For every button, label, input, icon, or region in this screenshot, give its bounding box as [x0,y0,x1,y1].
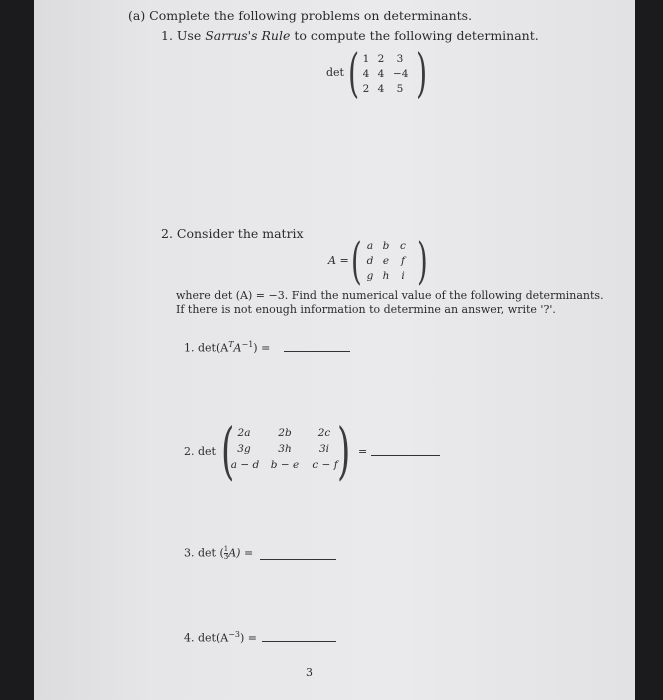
matrix-cell: i [401,270,405,282]
answer-blank-1[interactable] [284,351,350,352]
matrix-cell: e [382,255,390,267]
subproblem-1 [184,340,270,355]
matrix-cell: c − f [312,459,338,471]
matrix-right-paren: ) [416,44,428,104]
matrix-cell: −4 [393,68,409,80]
matrix-cell: d [366,255,374,267]
sub2-right-paren: ) [337,414,351,487]
problem-1-prefix: 1. Use [161,28,206,43]
matrix-cell: 4 [377,83,385,95]
matrix-cell: 4 [362,68,370,80]
matrix-cell: f [401,255,405,267]
sub1-inverse: −1 [241,340,254,349]
matrix-cell: 3g [237,443,251,455]
matrix-a-left-paren: ( [351,232,362,290]
worksheet-page [34,0,635,700]
matrix-cell: 3 [396,53,404,65]
matrix-cell: h [382,270,390,282]
matrix-cell: g [366,270,374,282]
answer-blank-2[interactable] [371,455,440,456]
matrix-cell: 2a [237,427,251,439]
sub1-transpose: T [228,340,234,349]
sub2-left-paren: ( [221,414,235,487]
matrix-cell: 2 [377,53,385,65]
matrix-cell: 5 [396,83,404,95]
sub4-equals: ) = [240,631,258,645]
given-condition: where det (A) = −3. Find the numerical value of the following determinants. [176,289,604,302]
subproblem-3 [184,546,253,561]
matrix-a-right-paren: ) [417,232,428,290]
instruction-note: If there is not enough information to determine an answer, write '?'. [176,303,556,316]
det-label: det [326,66,344,79]
matrix-cell: a − d [230,459,260,471]
matrix-cell: 2 [362,83,370,95]
matrix-cell: b − e [270,459,300,471]
problem-2-intro: 2. Consider the matrix [161,226,304,241]
sub1-matrix: A [233,341,242,355]
fraction-numerator: 1 [223,545,229,553]
matrix-cell: a [366,240,374,252]
fraction-denominator: 3 [223,553,229,561]
part-heading: (a) Complete the following problems on determinants. [128,8,473,23]
subproblem-4 [184,630,257,645]
matrix-cell: 3i [318,443,330,455]
matrix-cell: 1 [362,53,370,65]
answer-blank-3[interactable] [260,559,336,560]
sub1-equals: ) = [253,341,271,355]
matrix-cell: 4 [377,68,385,80]
problem-1-statement [161,28,539,43]
matrix-cell: 3h [278,443,292,455]
sub4-label: 4. det(A [184,631,229,645]
matrix-cell: 2c [317,427,331,439]
matrix-cell: 2b [278,427,292,439]
matrix-a-label: A = [328,254,349,267]
matrix-cell: b [382,240,390,252]
matrix-left-paren: ( [348,44,360,104]
sub4-exponent: −3 [228,630,240,639]
sub1-label: 1. det(A [184,341,229,355]
problem-1-suffix: to compute the following determinant. [290,28,539,43]
sub3-label: 3. det ( [184,546,224,560]
matrix-cell: c [400,240,406,252]
sub2-equals: = [358,445,368,458]
sarrus-rule-text: Sarrus's Rule [205,28,291,43]
subproblem-2-label: 2. det [184,445,216,458]
answer-blank-4[interactable] [262,641,336,642]
sub3-end: A) = [228,546,254,560]
page-number: 3 [306,666,313,679]
